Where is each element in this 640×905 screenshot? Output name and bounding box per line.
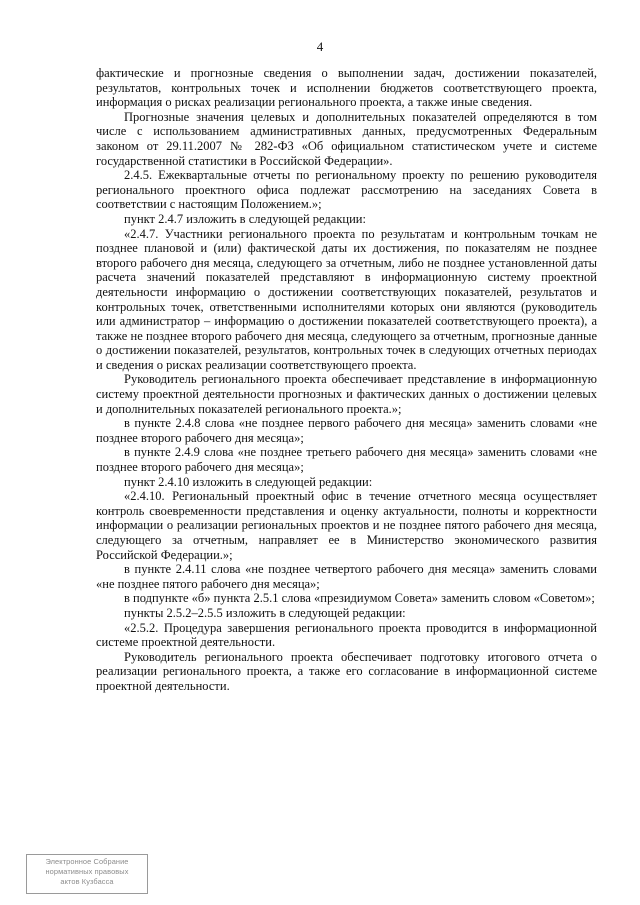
stamp-line: актов Кузбасса xyxy=(60,877,114,886)
document-body xyxy=(96,66,597,694)
paragraph-subitem-2-5-1: в подпункте «б» пункта 2.5.1 слова «президиумом Совета» заменить словом «Советом»; xyxy=(124,591,595,606)
paragraph-2-4-5: 2.4.5. Ежеквартальные отчеты по региональному проекту по решению руководителя регионального проектного офиса подлежат рассмотрению на заседаниях Совета в соответствии с настоящим Положением.»; xyxy=(96,168,597,212)
stamp-line: Электронное Собрание xyxy=(45,857,129,866)
paragraph-2-5-2: «2.5.2. Процедура завершения регионального проекта проводится в информационной системе проектной деятельности. xyxy=(96,620,597,650)
paragraph-item-2-4-8: в пункте 2.4.8 слова «не позднее первого рабочего дня месяца» заменить словами «не позднее второго рабочего дня месяца»; xyxy=(96,416,597,445)
paragraph-final-report: Руководитель регионального проекта обеспечивает подготовку итогового отчета о реализации регионального проекта, а также его согласование в информационной системе проектной деятельности. xyxy=(96,649,597,693)
paragraph-forecast-values: Прогнозные значения целевых и дополнительных показателей определяются в том числе с использованием административных данных, предусмотренных Федеральным законом от 29.11.2007 № 282-ФЗ «Об официальном статистическом учете и системе государственной статистики в Российской Федерации». xyxy=(96,109,597,168)
paragraph-project-leader: Руководитель регионального проекта обеспечивает представление в информационную систему проектной деятельности прогнозных и фактических данных о достижении целевых и дополнительных показателей регионального проекта.»; xyxy=(96,372,597,416)
paragraph-continuation: фактические и прогнозные сведения о выполнении задач, достижении показателей, результатов, контрольных точек и исполнении бюджетов соответствующего проекта, информация о рисках реализации регионального проекта, а также иные сведения. xyxy=(96,66,597,110)
stamp-line: нормативных правовых xyxy=(45,867,129,876)
paragraph-item-2-4-10-intro: пункт 2.4.10 изложить в следующей редакции: xyxy=(124,474,373,489)
paragraph-items-2-5-2-2-5-5-intro: пункты 2.5.2–2.5.5 изложить в следующей редакции: xyxy=(124,605,406,620)
paragraph-item-2-4-7-intro: пункт 2.4.7 изложить в следующей редакции: xyxy=(124,211,366,226)
registry-stamp xyxy=(26,854,148,894)
paragraph-item-2-4-9: в пункте 2.4.9 слова «не позднее третьего рабочего дня месяца» заменить словами «не позднее второго рабочего дня месяца»; xyxy=(96,445,597,475)
paragraph-item-2-4-11: в пункте 2.4.11 слова «не позднее четвертого рабочего дня месяца» заменить словами «не позднее пятого рабочего дня месяца»; xyxy=(96,562,597,591)
paragraph-2-4-10: «2.4.10. Региональный проектный офис в течение отчетного месяца осуществляет контроль своевременности представления и оценку актуальности, полноты и корректности информации о реализации региональных проектов и не позднее пятого рабочего дня месяца, следующего за отчетным, направляет ее в Министерство экономического развития Российской Федерации.»; xyxy=(96,489,597,562)
page-number: 4 xyxy=(316,39,324,54)
paragraph-2-4-7: «2.4.7. Участники регионального проекта по результатам и контрольным точкам не позднее плановой и (или) фактической даты их достижения, по показателям не позднее второго рабочего дня месяца, следующего за отчетным, либо не позднее установленной даты расчета значений показателей представляют в информационную систему проектной деятельности информацию о достижении соответствующих показателей, результатов и контрольных точек, ответственными исполнителями которых они являются (руководитель или администратор – информацию о достижении показателей соответствующего проекта), а также не позднее второго рабочего дня месяца, следующего за отчетным, прогнозные данные о достижении показателей, результатов, контрольных точек в следующих отчетных периодах и сведения о рисках реализации соответствующего проекта. xyxy=(96,226,597,372)
